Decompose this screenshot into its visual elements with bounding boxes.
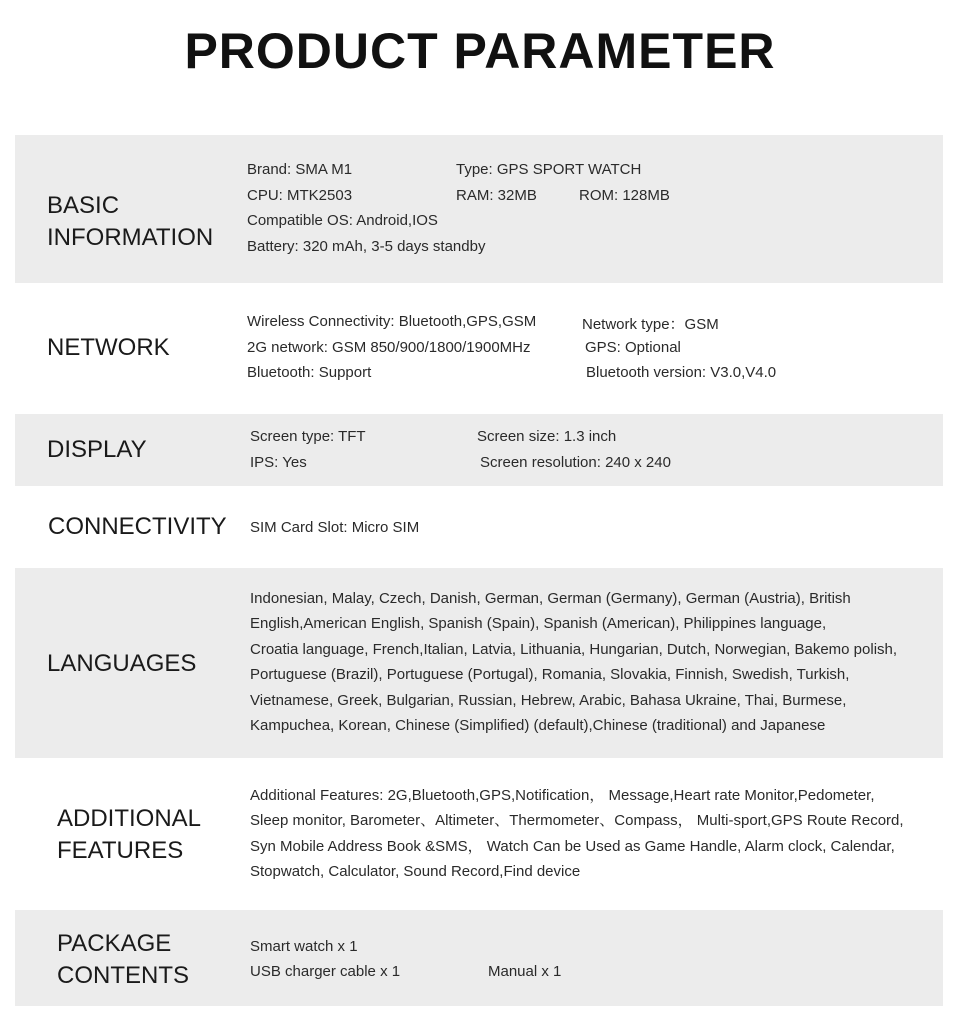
package-contents-label: PACKAGE CONTENTS	[57, 930, 189, 989]
type-text: Type: GPS SPORT WATCH	[456, 161, 642, 178]
network-label: NETWORK	[47, 334, 170, 361]
network-section	[15, 283, 943, 413]
basic-information-section	[15, 135, 943, 283]
languages-label: LANGUAGES	[47, 650, 197, 677]
languages-line: Portuguese (Brazil), Portuguese (Portugal), Romania, Slovakia, Finnish, Swedish, Turkish,	[250, 666, 850, 684]
bluetooth-version-text: Bluetooth version: V3.0,V4.0	[586, 364, 777, 381]
connectivity-section	[15, 486, 943, 568]
page-title: PRODUCT PARAMETER	[184, 23, 776, 79]
ram-text: RAM: 32MB	[456, 187, 537, 204]
gps-text: GPS: Optional	[585, 339, 681, 356]
additional-features-section	[15, 758, 943, 910]
usb-cable-item: USB charger cable x 1	[250, 963, 401, 980]
languages-line: English,American English, Spanish (Spain), Spanish (American), Philippines language,	[250, 615, 827, 633]
screen-size-text: Screen size: 1.3 inch	[477, 428, 617, 445]
screen-resolution-text: Screen resolution: 240 x 240	[480, 454, 671, 471]
smart-watch-item: Smart watch x 1	[250, 938, 358, 955]
features-line: Stopwatch, Calculator, Sound Record,Find device	[250, 863, 581, 881]
bluetooth-text: Bluetooth: Support	[247, 364, 372, 381]
languages-line: Vietnamese, Greek, Bulgarian, Russian, Hebrew, Arabic, Bahasa Ukraine, Thai, Burmese,	[250, 691, 847, 709]
screen-type-text: Screen type: TFT	[250, 428, 366, 445]
battery-text: Battery: 320 mAh, 3-5 days standby	[247, 238, 486, 255]
languages-line: Croatia language, French,Italian, Latvia, Lithuania, Hungarian, Dutch, Norwegian, Bakemo polish,	[250, 640, 898, 658]
2g-network-text: 2G network: GSM 850/900/1800/1900MHz	[247, 339, 531, 356]
brand-text: Brand: SMA M1	[247, 161, 353, 178]
features-line: Sleep monitor, Barometer、Altimeter、Thermometer、Compass， Multi-sport,GPS Route Record,	[250, 812, 904, 830]
os-text: Compatible OS: Android,IOS	[247, 212, 438, 229]
languages-list	[250, 586, 897, 738]
connectivity-label: CONNECTIVITY	[48, 513, 227, 540]
manual-item: Manual x 1	[488, 963, 562, 980]
display-section	[15, 414, 943, 486]
features-line: Syn Mobile Address Book &SMS， Watch Can be Used as Game Handle, Alarm clock, Calendar,	[250, 837, 895, 855]
additional-features-label: ADDITIONAL FEATURES	[57, 805, 202, 864]
cpu-text: CPU: MTK2503	[247, 187, 353, 204]
package-contents-section	[15, 910, 943, 1006]
display-label: DISPLAY	[47, 436, 147, 463]
basic-information-label: BASIC INFORMATION	[47, 192, 214, 251]
network-type-text: Network type：GSM	[582, 316, 719, 333]
languages-section	[15, 568, 943, 758]
languages-line: Kampuchea, Korean, Chinese (Simplified) (default),Chinese (traditional) and Japanese	[250, 717, 826, 735]
rom-text: ROM: 128MB	[579, 187, 670, 204]
wireless-text: Wireless Connectivity: Bluetooth,GPS,GSM	[247, 313, 537, 330]
sim-slot-text: SIM Card Slot: Micro SIM	[250, 519, 420, 536]
features-line: Additional Features: 2G,Bluetooth,GPS,Notification， Message,Heart rate Monitor,Pedometer,	[250, 787, 875, 804]
ips-text: IPS: Yes	[250, 454, 307, 471]
languages-line: Indonesian, Malay, Czech, Danish, German, German (Germany), German (Austria), British	[250, 590, 851, 607]
additional-features-list	[250, 783, 904, 885]
